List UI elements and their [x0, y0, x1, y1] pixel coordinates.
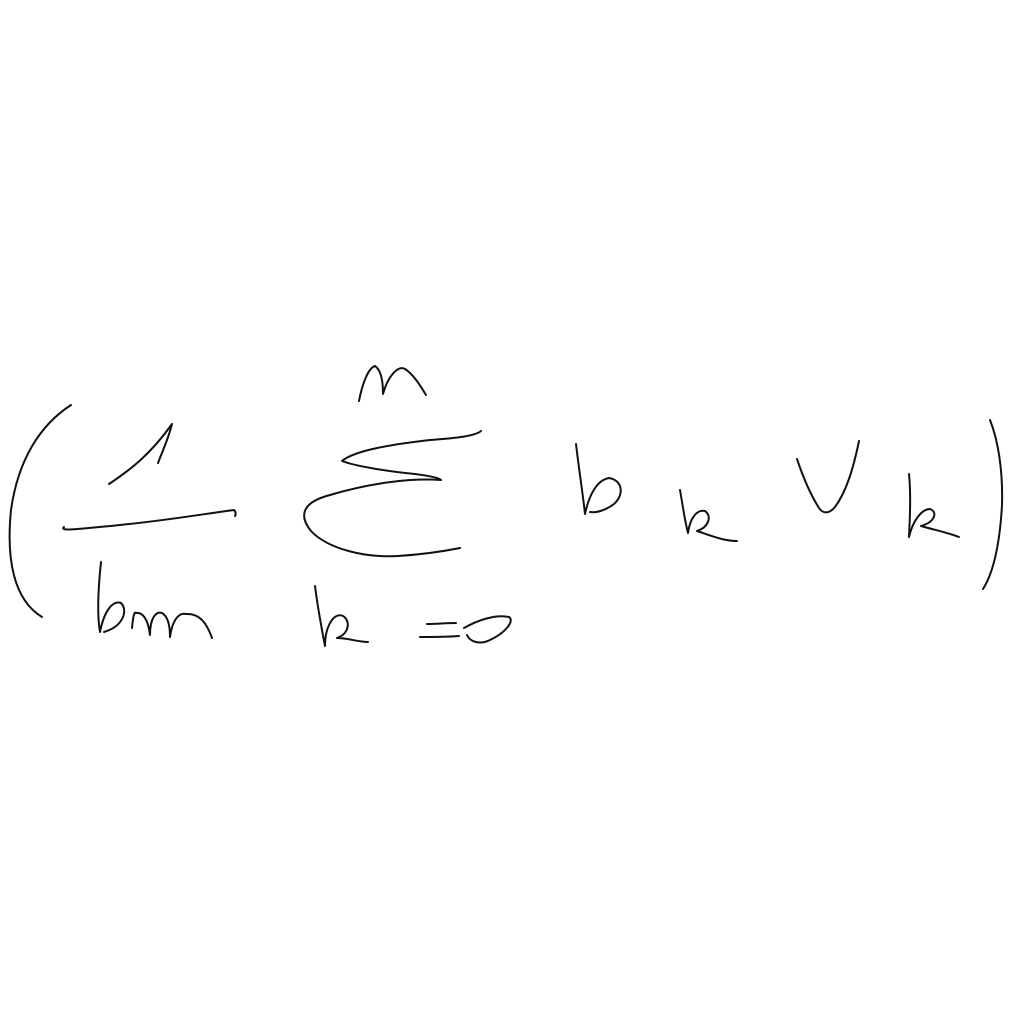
fraction-bar-stroke [63, 510, 235, 529]
summation-sigma-stroke [304, 431, 481, 556]
left-parenthesis-stroke [10, 405, 71, 617]
v-subscript-k-stroke [909, 474, 959, 537]
lower-limit-zero-stroke [464, 616, 511, 642]
v-letter-stroke [797, 441, 859, 512]
denominator-m-stroke [132, 613, 212, 638]
upper-limit-m-stroke [359, 366, 426, 401]
denominator-b-stroke [98, 562, 124, 632]
lower-limit-k-stroke [315, 586, 368, 646]
lower-limit-equals-top-stroke [427, 623, 456, 624]
b-letter-stroke [576, 444, 621, 514]
b-subscript-k-stroke [680, 490, 737, 541]
numerator-one-stroke [109, 424, 172, 484]
right-parenthesis-stroke [983, 420, 1002, 589]
lower-limit-equals-bottom-stroke [420, 636, 459, 637]
